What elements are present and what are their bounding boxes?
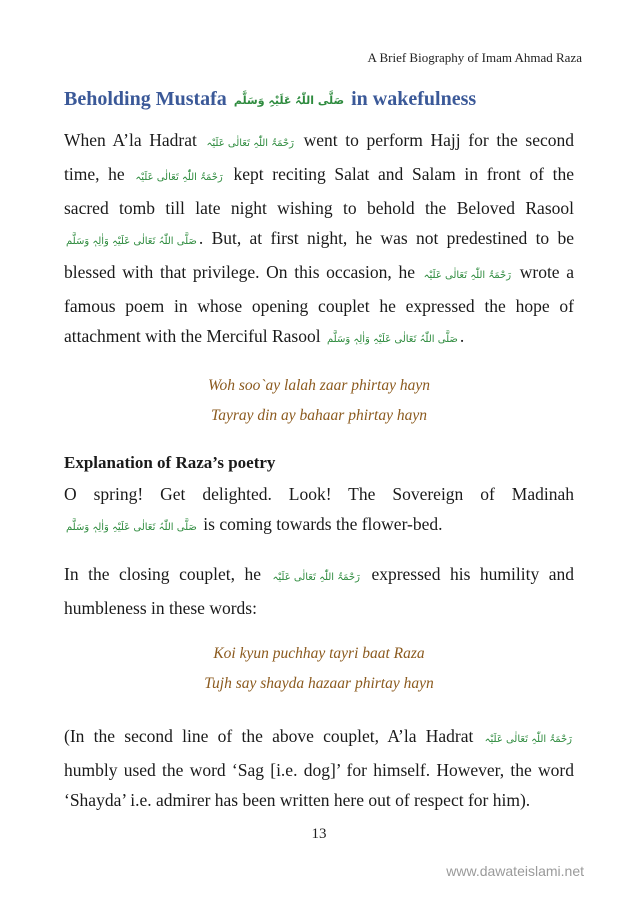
arabic-honorific: صَلَّی اللّٰہُ تَعَالٰی عَلَیْہِ وَاٰلِہٖ وَسَلَّم bbox=[66, 236, 197, 247]
text-run: O spring! Get delighted. Look! The Sovereign of Madinah bbox=[64, 484, 574, 504]
poem-line: Koi kyun puchhay tayri baat Raza bbox=[213, 645, 425, 662]
arabic-honorific: رَحْمَۃُ اللّٰہِ تَعَالٰی عَلَیْہ bbox=[423, 270, 512, 281]
text-run: . bbox=[459, 326, 465, 346]
website-url: www.dawateislami.net bbox=[446, 863, 584, 879]
text-run: (In the second line of the above couplet, A’la Hadrat bbox=[64, 726, 474, 746]
arabic-honorific: صَلَّی اللّٰہُ عَلَیْہِ وَسَلَّم bbox=[233, 93, 345, 107]
arabic-honorific: صَلَّی اللّٰہُ تَعَالٰی عَلَیْہِ وَاٰلِہٖ وَسَلَّم bbox=[66, 522, 197, 533]
arabic-honorific: رَحْمَۃُ اللّٰہِ تَعَالٰی عَلَیْہ bbox=[484, 734, 572, 745]
poem-line: Tujh say shayda hazaar phirtay hayn bbox=[204, 675, 434, 692]
page-content bbox=[64, 88, 574, 815]
arabic-honorific: رَحْمَۃُ اللّٰہِ تَعَالٰی عَلَیْہ bbox=[206, 138, 294, 149]
text-run: humbly used the word ‘Sag [i.e. dog]’ for himself. However, the word ‘Shayda’ i.e. admirer has been written here out of respect for him). bbox=[64, 760, 574, 810]
spacer bbox=[64, 543, 574, 559]
text-run: expressed his humility and humbleness in these words: bbox=[64, 564, 575, 618]
paragraph-explanation bbox=[64, 479, 574, 543]
text-run: kept reciting Salat and Salam in front of the sacred tomb till late night wishing to behold the Beloved Rasool bbox=[64, 164, 575, 218]
running-header-title: A Brief Biography of Imam Ahmad Raza bbox=[367, 50, 582, 65]
arabic-honorific: رَحْمَۃُ اللّٰہِ تَعَالٰی عَلَیْہ bbox=[135, 172, 223, 183]
text-run: is coming towards the flower-bed. bbox=[203, 514, 443, 534]
explanation-heading: Explanation of Raza’s poetry bbox=[64, 453, 276, 472]
text-run: In the closing couplet, he bbox=[64, 564, 261, 584]
arabic-honorific: صَلَّی اللّٰہُ تَعَالٰی عَلَیْہِ وَاٰلِہٖ وَسَلَّم bbox=[326, 334, 458, 345]
poem-opening-couplet bbox=[64, 371, 574, 431]
paragraph-hajj bbox=[64, 125, 574, 355]
page-number: 13 bbox=[311, 826, 327, 842]
text-run: wrote a famous poem in whose opening couplet he expressed the hope of attachment with the Merciful Rasool bbox=[64, 262, 575, 346]
text-run: . But, at first night, he was not predestined to be blessed with that privilege. On this occasion, he bbox=[64, 228, 574, 282]
text-run: When A’la Hadrat bbox=[64, 130, 197, 150]
arabic-honorific: رَحْمَۃُ اللّٰہِ تَعَالٰی عَلَیْہ bbox=[272, 572, 360, 583]
poem-line: Tayray din ay bahaar phirtay hayn bbox=[211, 407, 427, 424]
section-title bbox=[64, 88, 574, 111]
section-title-end: in wakefulness bbox=[351, 88, 477, 110]
paragraph-closing-couplet bbox=[64, 559, 574, 623]
section-title-start: Beholding Mustafa bbox=[64, 88, 227, 110]
poem-line: Woh soo`ay lalah zaar phirtay hayn bbox=[207, 377, 431, 394]
paragraph-note bbox=[64, 721, 574, 815]
text-run: went to perform Hajj for the second time, he bbox=[64, 130, 574, 184]
poem-closing-couplet bbox=[64, 639, 574, 699]
